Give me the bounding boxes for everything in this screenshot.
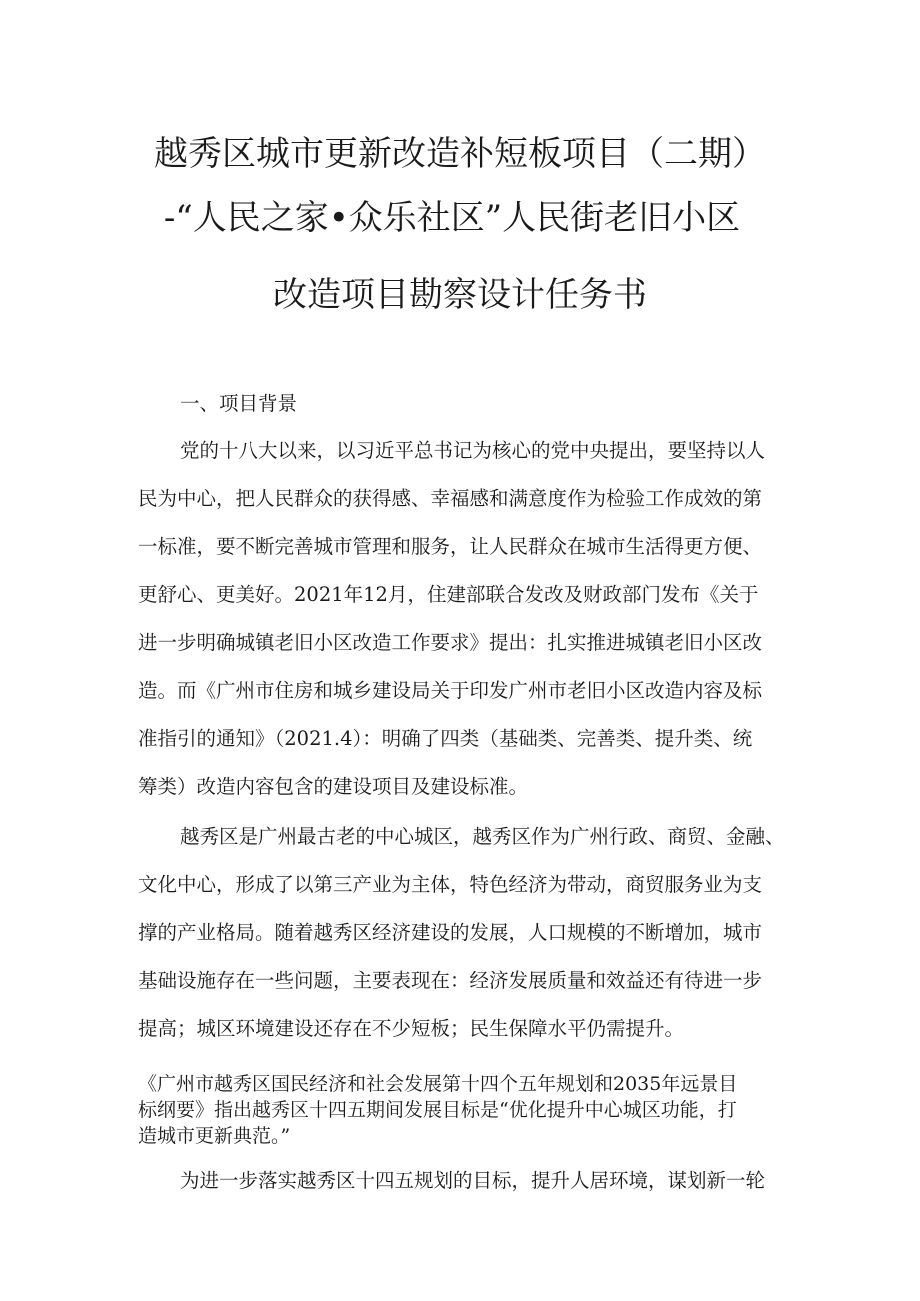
paragraph-line: 标纲要》指出越秀区十四五期间发展目标是“优化提升中心城区功能，打	[138, 1099, 737, 1121]
paragraph-line: 撑的产业格局。随着越秀区经济建设的发展，人口规模的不断增加，城市	[138, 921, 763, 944]
paragraph-line: 筹类）改造内容包含的建设项目及建设标准。	[138, 775, 529, 798]
paragraph-line: 准指引的通知》（2021.4）：明确了四类（基础类、完善类、提升类、统	[138, 727, 753, 750]
paragraph-line: 民为中心，把人民群众的获得感、幸福感和满意度作为检验工作成效的第	[138, 487, 763, 510]
document-title-line-1: 越秀区城市更新改造补短板项目（二期）	[154, 134, 766, 174]
paragraph-line: 越秀区是广州最古老的中心城区，越秀区作为广州行政、商贸、金融、	[180, 825, 785, 848]
paragraph-line: 一标准，要不断完善城市管理和服务，让人民群众在城市生活得更方便、	[138, 535, 763, 558]
paragraph-line: 基础设施存在一些问题，主要表现在：经济发展质量和效益还有待进一步	[138, 969, 763, 992]
paragraph-line: 造。而《广州市住房和城乡建设局关于印发广州市老旧小区改造内容及标	[138, 679, 763, 702]
paragraph-line: 更舒心、更美好。2021年12月，住建部联合发改及财政部门发布《关于	[138, 583, 759, 606]
paragraph-line: 文化中心，形成了以第三产业为主体，特色经济为带动，商贸服务业为支	[138, 873, 763, 896]
paragraph-line: 造城市更新典范。”	[138, 1125, 291, 1147]
paragraph-line: 进一步明确城镇老旧小区改造工作要求》提出：扎实推进城镇老旧小区改	[138, 631, 763, 654]
paragraph-line: 为进一步落实越秀区十四五规划的目标，提升人居环境，谋划新一轮	[180, 1169, 766, 1192]
paragraph-line: 党的十八大以来，以习近平总书记为核心的党中央提出，要坚持以人	[180, 439, 766, 462]
paragraph-line: 《广州市越秀区国民经济和社会发展第十四个五年规划和2035年远景目	[138, 1073, 738, 1095]
document-title-line-2: -“人民之家•众乐社区”人民街老旧小区	[163, 198, 741, 238]
section-heading: 一、项目背景	[180, 392, 298, 415]
paragraph-line: 提高；城区环境建设还存在不少短板；民生保障水平仍需提升。	[138, 1017, 685, 1040]
document-title-line-3: 改造项目勘察设计任务书	[273, 275, 647, 315]
